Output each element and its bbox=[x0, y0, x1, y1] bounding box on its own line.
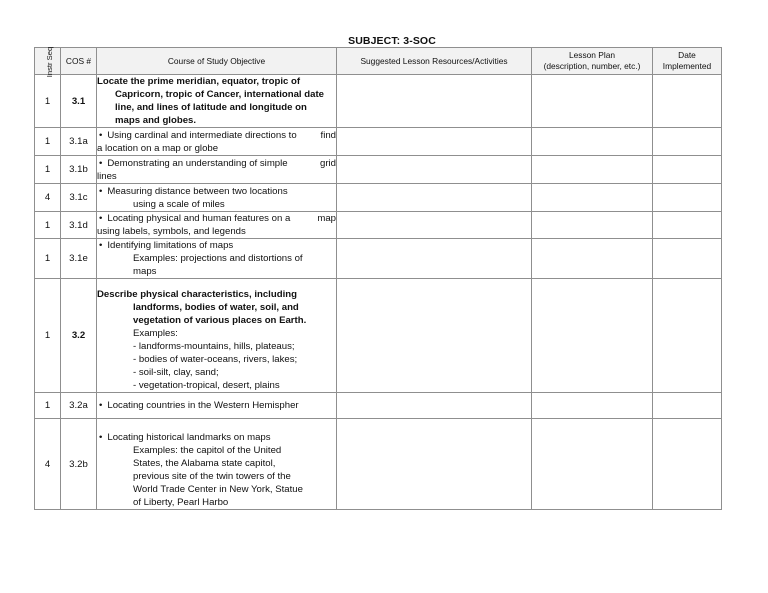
cos-number-cell: 3.1b bbox=[61, 156, 97, 184]
instr-seq-cell: 1 bbox=[35, 156, 61, 184]
table-row bbox=[35, 75, 722, 128]
date-implemented-cell[interactable] bbox=[653, 419, 722, 510]
instr-seq-cell: 1 bbox=[35, 239, 61, 279]
table-row bbox=[35, 279, 722, 393]
cos-number-cell: 3.1a bbox=[61, 128, 97, 156]
instr-seq-cell: 1 bbox=[35, 279, 61, 393]
table-row bbox=[35, 239, 722, 279]
instr-seq-cell: 1 bbox=[35, 75, 61, 128]
instr-seq-cell: 4 bbox=[35, 419, 61, 510]
lesson-plan-cell[interactable] bbox=[532, 156, 653, 184]
objective-cell: • Demonstrating an understanding of simple grid lines bbox=[97, 156, 337, 184]
objective-cell: • Locating countries in the Western Hemispher bbox=[97, 393, 337, 419]
table-row bbox=[35, 212, 722, 239]
objective-cell: • Locating physical and human features on a map using labels, symbols, and legends bbox=[97, 212, 337, 239]
cos-number-cell: 3.1c bbox=[61, 184, 97, 212]
cos-number-cell: 3.1d bbox=[61, 212, 97, 239]
lesson-plan-cell[interactable] bbox=[532, 419, 653, 510]
lesson-plan-cell[interactable] bbox=[532, 184, 653, 212]
course-of-study-table bbox=[34, 47, 722, 510]
date-implemented-cell[interactable] bbox=[653, 75, 722, 128]
resources-cell[interactable] bbox=[337, 156, 532, 184]
resources-cell[interactable] bbox=[337, 75, 532, 128]
date-implemented-cell[interactable] bbox=[653, 128, 722, 156]
resources-cell[interactable] bbox=[337, 419, 532, 510]
date-implemented-cell[interactable] bbox=[653, 156, 722, 184]
header-cos-number: COS # bbox=[61, 48, 97, 75]
header-instr-seq: Instr Seq bbox=[35, 48, 61, 75]
date-implemented-cell[interactable] bbox=[653, 212, 722, 239]
objective-cell: Locate the prime meridian, equator, tropic of Capricorn, tropic of Cancer, international date line, and lines of latitude and longitude on maps and globes. bbox=[97, 75, 337, 128]
lesson-plan-cell[interactable] bbox=[532, 393, 653, 419]
header-objective: Course of Study Objective bbox=[97, 48, 337, 75]
objective-cell: • Using cardinal and intermediate directions to find a location on a map or globe bbox=[97, 128, 337, 156]
instr-seq-cell: 1 bbox=[35, 128, 61, 156]
lesson-plan-cell[interactable] bbox=[532, 239, 653, 279]
header-row bbox=[35, 48, 722, 75]
resources-cell[interactable] bbox=[337, 128, 532, 156]
instr-seq-cell: 4 bbox=[35, 184, 61, 212]
lesson-plan-cell[interactable] bbox=[532, 279, 653, 393]
header-date-implemented: Date Implemented bbox=[653, 48, 722, 75]
cos-number-cell: 3.2a bbox=[61, 393, 97, 419]
resources-cell[interactable] bbox=[337, 239, 532, 279]
objective-cell: Describe physical characteristics, including landforms, bodies of water, soil, and vegetation of various places on Earth. Examples: - landforms-mountains, hills, plateaus; - bodies of water-oceans, rivers, lakes; - soil-silt, clay, sand; - vegetation-tropical, desert, plains bbox=[97, 279, 337, 393]
date-implemented-cell[interactable] bbox=[653, 184, 722, 212]
resources-cell[interactable] bbox=[337, 393, 532, 419]
date-implemented-cell[interactable] bbox=[653, 239, 722, 279]
table-row bbox=[35, 393, 722, 419]
cos-number-cell: 3.1 bbox=[61, 75, 97, 128]
header-lesson-plan: Lesson Plan (description, number, etc.) bbox=[532, 48, 653, 75]
objective-cell: • Locating historical landmarks on maps Examples: the capitol of the United States, the Alabama state capitol, previous site of the twin towers of the World Trade Center in New York, Statue of Liberty, Pearl Harbo bbox=[97, 419, 337, 510]
resources-cell[interactable] bbox=[337, 212, 532, 239]
document-title: SUBJECT: 3-SOC bbox=[348, 35, 436, 47]
header-resources: Suggested Lesson Resources/Activities bbox=[337, 48, 532, 75]
lesson-plan-cell[interactable] bbox=[532, 128, 653, 156]
table-row bbox=[35, 184, 722, 212]
table-row bbox=[35, 156, 722, 184]
table-row bbox=[35, 419, 722, 510]
date-implemented-cell[interactable] bbox=[653, 393, 722, 419]
objective-cell: • Measuring distance between two locations using a scale of miles bbox=[97, 184, 337, 212]
resources-cell[interactable] bbox=[337, 184, 532, 212]
cos-number-cell: 3.1e bbox=[61, 239, 97, 279]
date-implemented-cell[interactable] bbox=[653, 279, 722, 393]
lesson-plan-cell[interactable] bbox=[532, 212, 653, 239]
instr-seq-cell: 1 bbox=[35, 212, 61, 239]
instr-seq-cell: 1 bbox=[35, 393, 61, 419]
objective-cell: • Identifying limitations of maps Examples: projections and distortions of maps bbox=[97, 239, 337, 279]
table-row bbox=[35, 128, 722, 156]
cos-number-cell: 3.2b bbox=[61, 419, 97, 510]
cos-number-cell: 3.2 bbox=[61, 279, 97, 393]
lesson-plan-cell[interactable] bbox=[532, 75, 653, 128]
resources-cell[interactable] bbox=[337, 279, 532, 393]
